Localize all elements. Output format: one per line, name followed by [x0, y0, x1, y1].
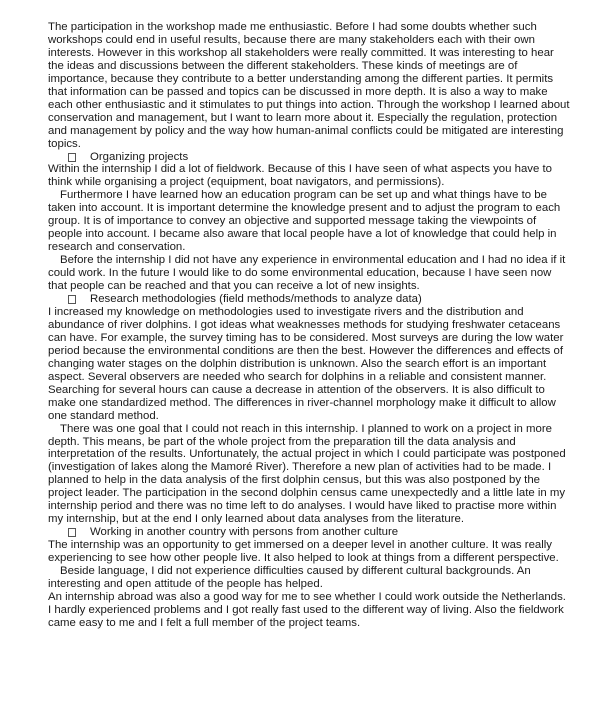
section-heading-organizing-projects	[48, 151, 570, 164]
section-heading-text: Research methodologies (field methods/methods to analyze data)	[90, 293, 422, 306]
paragraph: I increased my knowledge on methodologies used to investigate rivers and the distribution and abundance of river dolphins. I got ideas what weaknesses methods for studying freshwater cetaceans can have. For example, the survey timing has to be considered. Most surveys are during the low water period because the environmental conditions are then the best. However the differences and effects of changing water stages on the dolphin distribution is unknown. Also the search effort is an important aspect. Several observers are needed who search for dolphins in a reliable and consistent manner. Searching for several hours can cause a decrease in attention of the observers. It is also difficult to make one standardized method. The differences in river-channel morphology make it difficult to allow one standard method.	[48, 305, 564, 422]
paragraph: An internship abroad was also a good way for me to see whether I could work outside the Netherlands. I hardly experienced problems and I got really fast used to the different way of living. Also the fieldwork came easy to me and I felt a full member of the project teams.	[48, 590, 566, 629]
paragraph: There was one goal that I could not reach in this internship. I planned to work on a project in more depth. This means, be part of the whole project from the preparation till the data analysis and interpretation of the results. Unfortunately, the actual project in which I could participate was postponed (investigation of lakes along the Mamoré River). Therefore a new plan of activities had to be made. I planned to help in the data analysis of the first dolphin census, but this was also postponed by the project leader. The participation in the second dolphin census came unexpectedly and a little late in my internship period and there was no time left to do analyses. I would have liked to practise more within my internship, but at the end I only learned about data analyses from the literature.	[48, 422, 566, 526]
paragraph: Within the internship I did a lot of fieldwork. Because of this I have seen of what aspects you have to think while organising a project (equipment, boat navigators, and permissions).	[48, 163, 553, 189]
section-heading-text: Organizing projects	[90, 150, 189, 163]
section-heading-text: Working in another country with persons from another culture	[90, 526, 399, 539]
paragraph: Before the internship I did not have any experience in environmental education and I had no idea if it could work. In the future I would like to do some environmental education, because I have seen now that people can be reached and that you can receive a lot of new insights.	[48, 254, 566, 293]
bullet-icon	[68, 528, 76, 537]
intro-paragraph: The participation in the workshop made me enthusiastic. Before I had some doubts whether such workshops could end in useful results, because there are many stakeholders each with their own interests. However in this workshop all stakeholders were really committed. It was interesting to hear the ideas and discussions between the different stakeholders. These kinds of meetings are of importance, because they contribute to a better understanding among the different parties. It permits that information can be passed and topics can be discussed in more depth. It is also a way to make each other enthusiastic and it stimulates to put things into action. Through the workshop I learned about conservation and management, but I want to learn more about it. Especially the regulation, protection and management by policy and the way how human-animal conflicts could be mitigated are interesting topics.	[48, 21, 570, 150]
section-heading-working-abroad	[48, 526, 570, 539]
paragraph: The internship was an opportunity to get immersed on a deeper level in another culture. It was really experiencing to see how other people live. It also helped to look at things from a different perspective.	[48, 539, 559, 565]
section-heading-research-methodologies	[48, 293, 570, 306]
paragraph: Furthermore I have learned how an education program can be set up and what things have to be taken into account. It is important determine the knowledge present and to adjust the program to each group. It is of importance to convey an objective and supported message taking the viewpoints of people into account. I became also aware that local people have a lot of knowledge that could help in research and conservation.	[48, 189, 561, 254]
bullet-icon	[68, 295, 76, 304]
bullet-icon	[68, 153, 76, 162]
paragraph: Beside language, I did not experience difficulties caused by different cultural backgrounds. An interesting and open attitude of the people has helped.	[48, 565, 531, 590]
